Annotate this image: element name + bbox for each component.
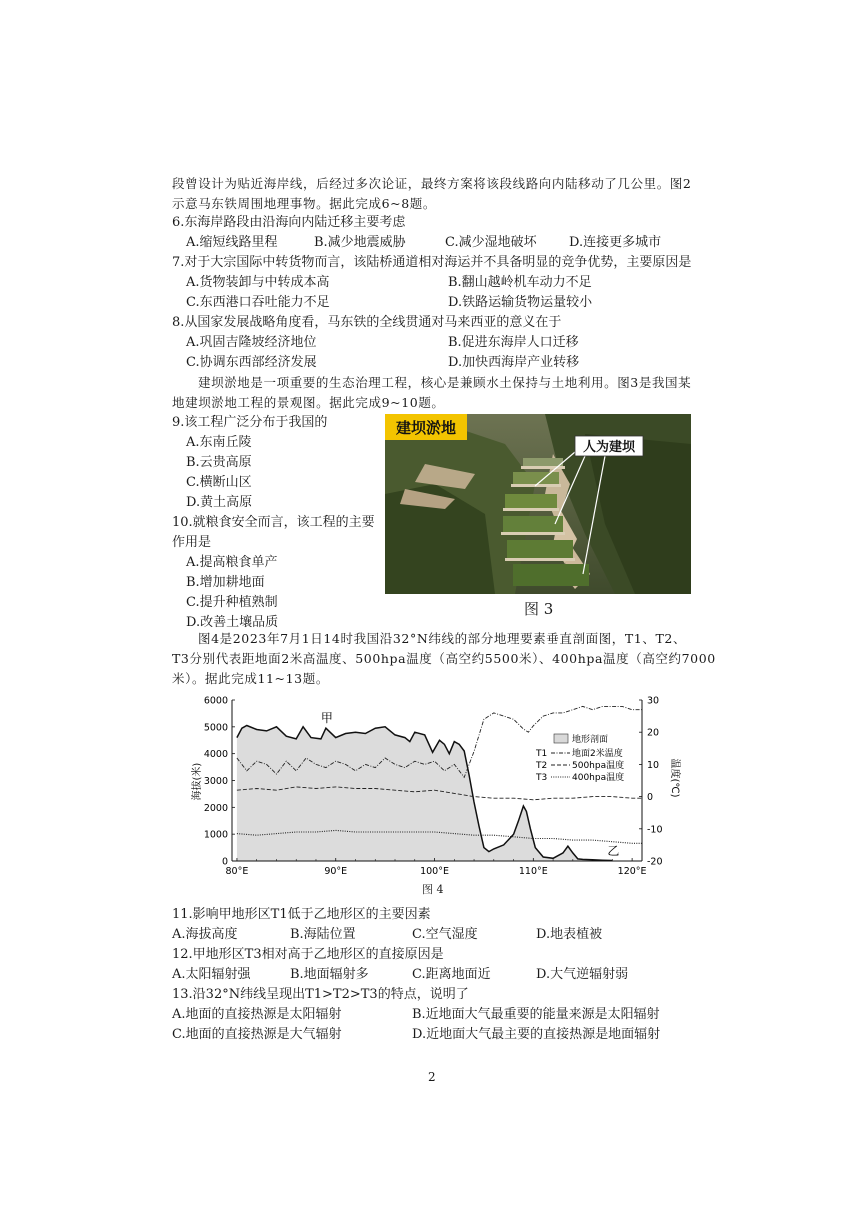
legend-terrain-label: 地形剖面 xyxy=(572,735,609,745)
right-axis-label: 温度(℃) xyxy=(669,758,680,798)
intro-paragraph-line: T3分别代表距地面2米高温度、500hpa温度（高空约5500米）、400hpa温度（高空约7000 xyxy=(172,651,716,666)
photo-tag-label: 建坝淤地 xyxy=(395,419,457,437)
q13-option-a: A.地面的直接热源是太阳辐射 xyxy=(172,1007,342,1022)
q10-option-a: A.提高粮食单产 xyxy=(186,555,278,570)
right-tick-label: 0 xyxy=(647,792,654,804)
q12-option-b: B.地面辐射多 xyxy=(290,967,369,982)
annotation-yi: 乙 xyxy=(607,844,620,858)
terrain-area xyxy=(237,726,613,862)
q12-option-a: A.太阳辐射强 xyxy=(172,967,251,982)
q13-option-d: D.近地面大气最主要的直接热源是地面辐射 xyxy=(412,1027,661,1042)
q6-option-a: A.缩短线路里程 xyxy=(186,235,278,250)
q11-option-a: A.海拔高度 xyxy=(172,927,238,942)
q7-option-a: A.货物装卸与中转成本高 xyxy=(186,275,330,290)
x-tick-label: 80°E xyxy=(225,866,249,877)
right-tick-label: -10 xyxy=(647,824,663,836)
photo-illustration xyxy=(385,414,691,594)
figure-4-chart xyxy=(178,690,678,904)
legend-t1-label: 地面2米温度 xyxy=(572,749,623,759)
q8-option-c: C.协调东西部经济发展 xyxy=(186,355,317,370)
left-tick-label: 4000 xyxy=(203,749,228,761)
page-number: 2 xyxy=(428,1070,436,1084)
q6-option-d: D.连接更多城市 xyxy=(569,235,662,250)
chart-legend xyxy=(535,733,624,783)
legend-t2-code: T2 xyxy=(536,761,548,771)
left-tick-label: 0 xyxy=(221,856,228,868)
legend-t3-label: 400hpa温度 xyxy=(572,773,625,783)
question-8-stem: 8.从国家发展战略角度看，马东铁的全线贯通对马来西亚的意义在于 xyxy=(172,315,562,330)
legend-t2-label: 500hpa温度 xyxy=(572,761,625,771)
q9-option-d: D.黄土高原 xyxy=(186,495,253,510)
left-axis-label: 海拔(米) xyxy=(192,762,203,801)
photo-callout-label: 人为建坝 xyxy=(582,440,636,455)
intro-paragraph-line: 建坝淤地是一项重要的生态治理工程，核心是兼顾水土保持与土地利用。图3是我国某 xyxy=(198,375,692,390)
q9-option-a: A.东南丘陵 xyxy=(186,435,252,450)
x-tick-label: 90°E xyxy=(324,866,348,877)
left-tick-label: 1000 xyxy=(203,829,228,841)
question-7-stem: 7.对于大宗国际中转货物而言，该陆桥通道相对海运并不具备明显的竞争优势，主要原因是 xyxy=(172,255,692,270)
x-tick-label: 110°E xyxy=(518,866,548,877)
question-11-stem: 11.影响甲地形区T1低于乙地形区的主要因素 xyxy=(172,907,431,922)
question-6-stem: 6.东海岸路段由沿海向内陆迁移主要考虑 xyxy=(172,215,406,230)
legend-t3-code: T3 xyxy=(536,773,548,783)
q7-option-b: B.翻山越岭机车动力不足 xyxy=(448,275,592,290)
question-9-stem: 9.该工程广泛分布于我国的 xyxy=(172,415,328,430)
q9-option-c: C.横断山区 xyxy=(186,475,252,490)
q10-option-d: D.改善土壤品质 xyxy=(186,615,279,630)
q8-option-d: D.加快西海岸产业转移 xyxy=(448,355,580,370)
q7-option-d: D.铁路运输货物运量较小 xyxy=(448,295,593,310)
q11-option-c: C.空气湿度 xyxy=(412,927,478,942)
left-tick-label: 2000 xyxy=(203,802,228,814)
dam-silt-land-photo xyxy=(385,414,691,594)
right-tick-label: 10 xyxy=(647,759,660,771)
q13-option-b: B.近地面大气最重要的能量来源是太阳辐射 xyxy=(412,1007,660,1022)
intro-paragraph-line: 地建坝淤地工程的景观图。据此完成9~10题。 xyxy=(172,395,445,410)
intro-paragraph-line: 段曾设计为贴近海岸线，后经过多次论证，最终方案将该段线路向内陆移动了几公里。图2 xyxy=(172,176,692,191)
intro-paragraph-line: 米）。据此完成11~13题。 xyxy=(172,671,329,686)
x-tick-label: 120°E xyxy=(617,866,647,877)
profile-chart-svg xyxy=(178,690,678,900)
q12-option-d: D.大气逆辐射弱 xyxy=(536,967,629,982)
q12-option-c: C.距离地面近 xyxy=(412,967,491,982)
q7-option-c: C.东西港口吞吐能力不足 xyxy=(186,295,330,310)
figure-3-caption: 图 3 xyxy=(524,600,554,618)
left-tick-label: 3000 xyxy=(203,776,228,787)
legend-terrain-swatch xyxy=(554,734,568,743)
question-13-stem: 13.沿32°N纬线呈现出T1>T2>T3的特点，说明了 xyxy=(172,987,469,1002)
q13-option-c: C.地面的直接热源是大气辐射 xyxy=(172,1027,342,1042)
question-12-stem: 12.甲地形区T3相对高于乙地形区的直接原因是 xyxy=(172,947,444,962)
intro-paragraph-line: 示意马东铁周围地理事物。据此完成6~8题。 xyxy=(172,196,436,211)
q6-option-b: B.减少地震威胁 xyxy=(314,235,406,250)
left-tick-label: 5000 xyxy=(203,722,228,734)
q8-option-a: A.巩固吉隆坡经济地位 xyxy=(186,335,317,350)
left-tick-label: 6000 xyxy=(203,695,228,707)
q8-option-b: B.促进东海岸人口迁移 xyxy=(448,335,579,350)
annotation-jia: 甲 xyxy=(320,711,333,725)
question-10-stem: 10.就粮食安全而言，该工程的主要 xyxy=(172,515,375,530)
right-tick-label: -20 xyxy=(647,856,663,868)
q10-option-b: B.增加耕地面 xyxy=(186,575,265,590)
right-tick-label: 20 xyxy=(647,727,660,739)
right-tick-label: 30 xyxy=(647,695,660,707)
question-10-stem-cont: 作用是 xyxy=(172,535,212,550)
q9-option-b: B.云贵高原 xyxy=(186,455,252,470)
q11-option-b: B.海陆位置 xyxy=(290,927,356,942)
figure-4-caption: 图 4 xyxy=(422,883,444,896)
q11-option-d: D.地表植被 xyxy=(536,927,603,942)
q10-option-c: C.提升种植熟制 xyxy=(186,595,278,610)
intro-paragraph-line: 图4是2023年7月1日14时我国沿32°N纬线的部分地理要素垂直剖面图，T1、T2、 xyxy=(198,631,687,646)
q6-option-c: C.减少湿地破坏 xyxy=(445,235,537,250)
x-tick-label: 100°E xyxy=(420,866,449,877)
legend-t1-code: T1 xyxy=(536,749,548,759)
